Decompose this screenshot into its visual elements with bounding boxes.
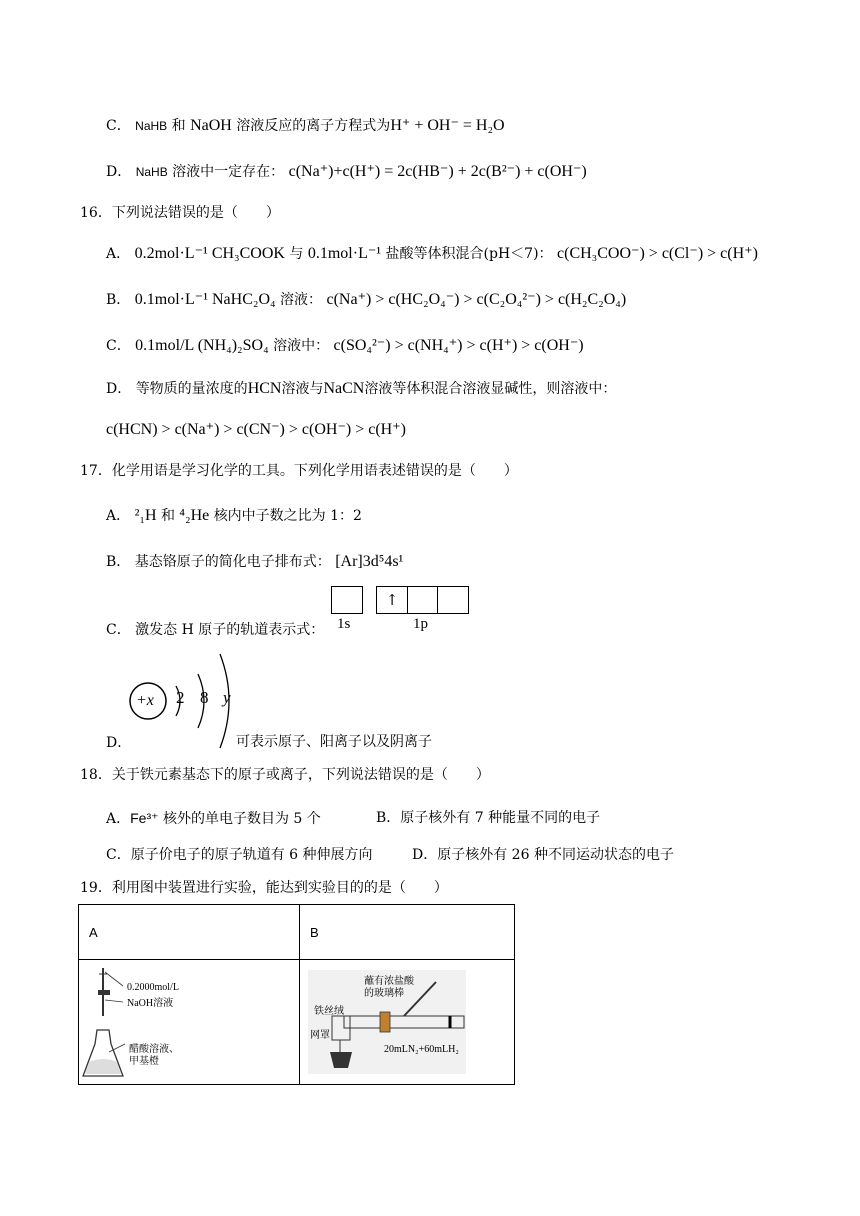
q17-option-d-label: D．	[106, 735, 132, 751]
q17-option-b: B． 基态铬原子的简化电子排布式： [Ar]3d⁵4s¹	[106, 553, 404, 570]
q18-option-c: C．原子价电子的原子轨道有 6 种伸展方向	[106, 847, 373, 863]
label-methyl-orange: 甲基橙	[129, 1056, 159, 1067]
orbital-box-1p-2	[407, 586, 438, 614]
shell-3-count: y	[223, 688, 231, 707]
nucleus-label: +x	[136, 692, 154, 709]
q16-stem: 16．下列说法错误的是（ ）	[80, 205, 280, 221]
q19-apparatus-a	[79, 960, 300, 1085]
q17-option-d-text: 可表示原子、阳离子以及阴离子	[236, 734, 432, 750]
electron-arrow-icon: ↑	[385, 591, 399, 609]
titration-apparatus-icon	[79, 960, 299, 1084]
q18-option-d: D．原子核外有 26 种不同运动状态的电子	[412, 847, 674, 863]
shell-1-count: 2	[176, 688, 185, 707]
q17-option-a: A． ²₁H 和 ⁴₂He 核内中子数之比为 1：2	[106, 507, 362, 524]
q17-option-c: C． 激发态 H 原子的轨道表示式：	[106, 622, 325, 638]
label-acetic-acid: 醋酸溶液、	[129, 1044, 179, 1055]
q16-option-a: A． 0.2mol·L⁻¹ CH₃COOK 与 0.1mol·L⁻¹ 盐酸等体积混合(pH＜7)： c(CH₃COO⁻) > c(Cl⁻) > c(H⁺)	[106, 245, 758, 262]
orbital-box-1s	[331, 586, 363, 614]
q19-stem: 19．利用图中装置进行实验，能达到实验目的的是（ ）	[80, 880, 448, 896]
q16-option-d: D． 等物质的量浓度的HCN溶液与NaCN溶液等体积混合溶液显碱性，则溶液中：	[106, 380, 617, 397]
q16-option-c: C． 0.1mol/L (NH₄)₂SO₄ 溶液中： c(SO₄²⁻) > c(NH₄⁺) > c(H⁺) > c(OH⁻)	[106, 337, 584, 354]
q15-option-d: D． NaHB 溶液中一定存在： c(Na⁺)+c(H⁺) = 2c(HB⁻) + 2c(B²⁻) + c(OH⁻)	[106, 163, 587, 180]
q19-options-table	[78, 904, 515, 1085]
label-gas-mixture: 20mLN₂+60mLH₂	[384, 1044, 459, 1055]
atomic-structure-diagram	[128, 652, 240, 750]
q16-option-b: B． 0.1mol·L⁻¹ NaHC₂O₄ 溶液： c(Na⁺) > c(HC₂O₄⁻) > c(C₂O₄²⁻) > c(H₂C₂O₄)	[106, 291, 627, 308]
q18-stem: 18．关于铁元素基态下的原子或离子，下列说法错误的是（ ）	[80, 767, 490, 783]
label-naoh-concentration: 0.2000mol/L	[127, 982, 179, 993]
q16-option-d-equation: c(HCN) > c(Na⁺) > c(CN⁻) > c(OH⁻) > c(H⁺)	[106, 421, 406, 438]
q18-option-a: A．Fe³⁺ 核外的单电子数目为 5 个	[106, 810, 321, 827]
label-mesh-cover: 网罩	[310, 1030, 330, 1041]
q19-header-b: B	[300, 905, 515, 960]
q18-option-b: B．原子核外有 7 种能量不同的电子	[376, 810, 601, 826]
orbital-box-1p-1	[376, 586, 408, 614]
orbital-box-1p-3	[438, 586, 469, 614]
label-iron-wool: 铁丝绒	[314, 1006, 344, 1017]
q19-header-a: A	[79, 905, 300, 960]
q19-apparatus-b	[300, 960, 515, 1085]
orbital-label-1s: 1s	[337, 616, 351, 632]
label-hcl-rod-2: 的玻璃棒	[364, 988, 404, 999]
orbital-label-1p: 1p	[413, 616, 428, 632]
q15-option-c: C． NaHB 和 NaOH 溶液反应的离子方程式为H⁺ + OH⁻ = H₂O	[106, 117, 505, 134]
label-naoh-solution: NaOH溶液	[127, 998, 174, 1009]
label-hcl-rod-1: 蘸有浓盐酸	[364, 976, 414, 987]
shell-2-count: 8	[200, 688, 209, 707]
q17-stem: 17．化学用语是学习化学的工具。下列化学用语表述错误的是（ ）	[80, 463, 518, 479]
orbital-diagram	[331, 586, 471, 642]
